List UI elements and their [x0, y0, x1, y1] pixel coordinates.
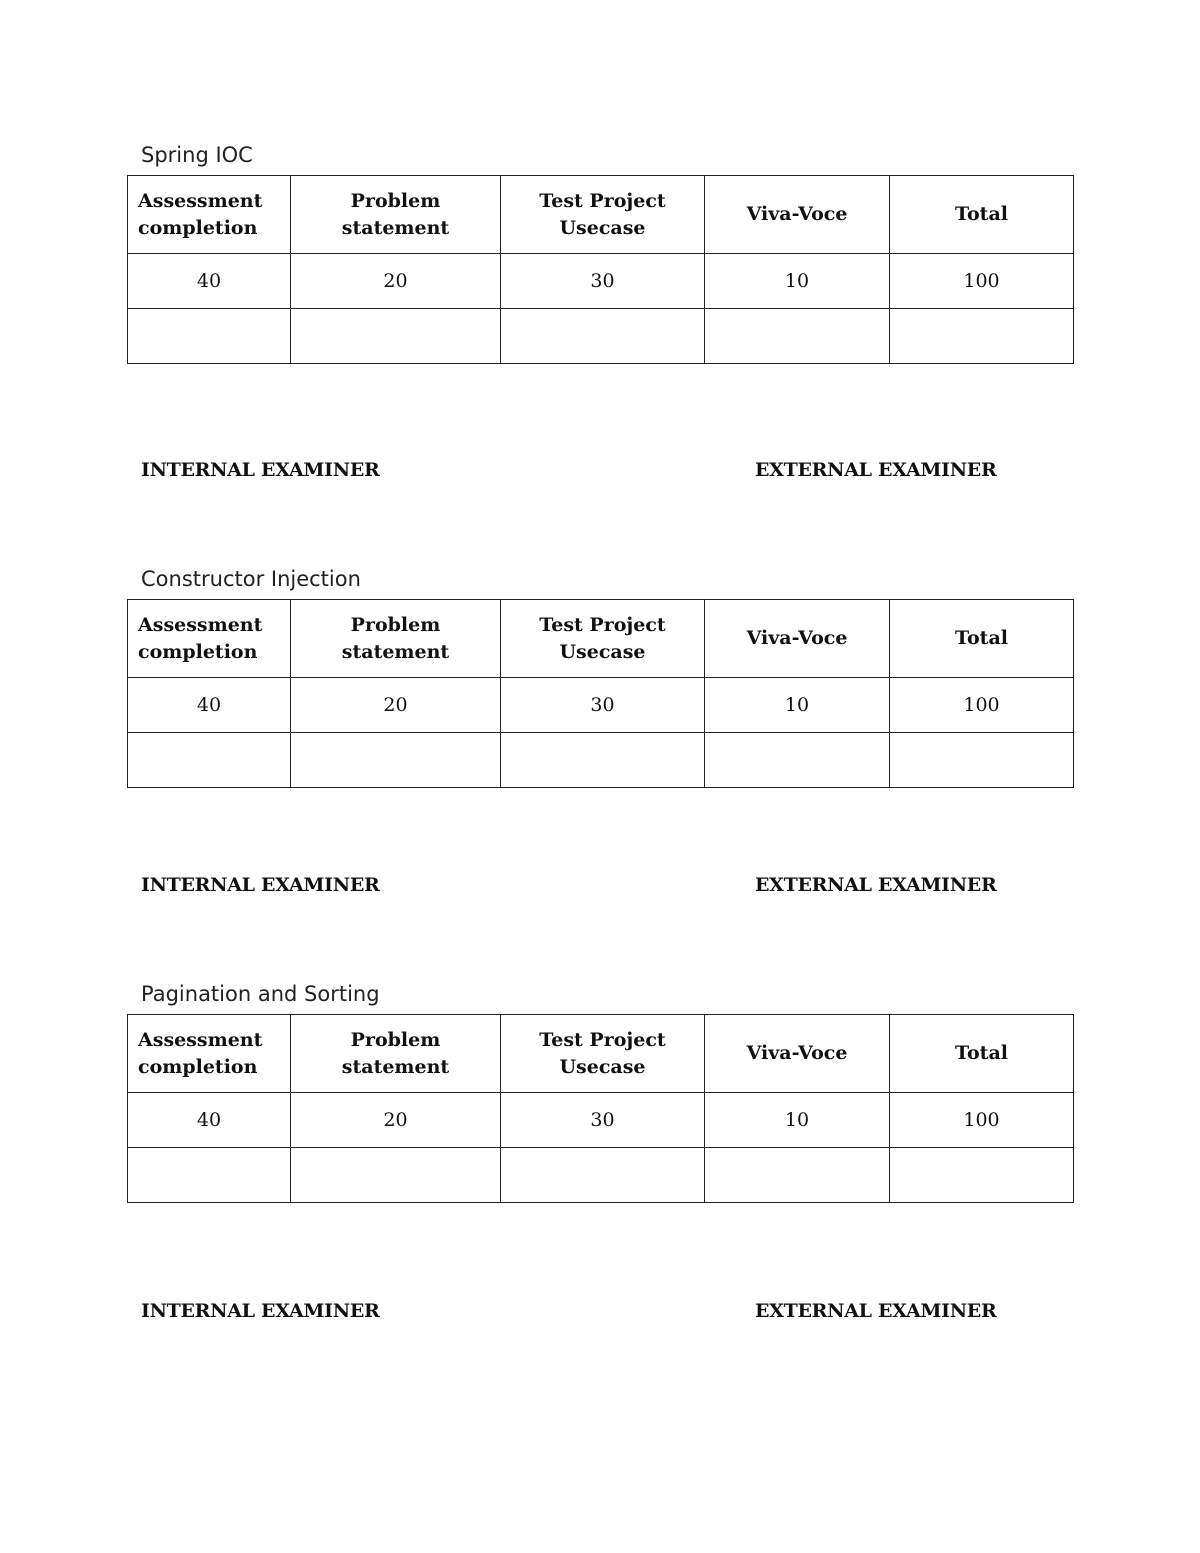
- obtained-total-cell[interactable]: [890, 309, 1074, 364]
- header-test-project-usecase: Test Project Usecase: [501, 176, 705, 254]
- header-assessment-completion: Assessment completion: [128, 600, 291, 678]
- external-examiner-label: EXTERNAL EXAMINER: [755, 1300, 997, 1322]
- obtained-problem-cell[interactable]: [291, 733, 501, 788]
- max-test-project: 30: [501, 254, 705, 309]
- obtained-test-project-cell[interactable]: [501, 733, 705, 788]
- external-examiner-label: EXTERNAL EXAMINER: [755, 459, 997, 481]
- table-header-row: [128, 1015, 1074, 1093]
- header-test-project-usecase: Test Project Usecase: [501, 600, 705, 678]
- obtained-viva-cell[interactable]: [705, 733, 890, 788]
- marks-table: [127, 599, 1074, 788]
- header-assessment-completion: Assessment completion: [128, 1015, 291, 1093]
- header-problem-statement: Problem statement: [291, 1015, 501, 1093]
- obtained-assessment-cell[interactable]: [128, 733, 291, 788]
- section-title: Constructor Injection: [141, 567, 361, 591]
- section-title: Spring IOC: [141, 143, 253, 167]
- table-header-row: [128, 600, 1074, 678]
- table-header-row: [128, 176, 1074, 254]
- header-viva-voce: Viva-Voce: [705, 600, 890, 678]
- header-total: Total: [890, 1015, 1074, 1093]
- section-title: Pagination and Sorting: [141, 982, 380, 1006]
- max-assessment: 40: [128, 254, 291, 309]
- max-test-project: 30: [501, 1093, 705, 1148]
- obtained-viva-cell[interactable]: [705, 1148, 890, 1203]
- header-test-project-usecase: Test Project Usecase: [501, 1015, 705, 1093]
- max-problem: 20: [291, 1093, 501, 1148]
- marks-table: [127, 175, 1074, 364]
- max-marks-row: [128, 254, 1074, 309]
- external-examiner-label: EXTERNAL EXAMINER: [755, 874, 997, 896]
- header-problem-statement: Problem statement: [291, 176, 501, 254]
- internal-examiner-label: INTERNAL EXAMINER: [141, 1300, 380, 1322]
- obtained-test-project-cell[interactable]: [501, 309, 705, 364]
- obtained-assessment-cell[interactable]: [128, 1148, 291, 1203]
- obtained-problem-cell[interactable]: [291, 309, 501, 364]
- obtained-marks-row: [128, 309, 1074, 364]
- header-total: Total: [890, 176, 1074, 254]
- max-total: 100: [890, 254, 1074, 309]
- header-viva-voce: Viva-Voce: [705, 176, 890, 254]
- internal-examiner-label: INTERNAL EXAMINER: [141, 459, 380, 481]
- max-viva: 10: [705, 1093, 890, 1148]
- obtained-test-project-cell[interactable]: [501, 1148, 705, 1203]
- header-assessment-completion: Assessment completion: [128, 176, 291, 254]
- max-total: 100: [890, 678, 1074, 733]
- marks-table: [127, 1014, 1074, 1203]
- obtained-assessment-cell[interactable]: [128, 309, 291, 364]
- obtained-marks-row: [128, 733, 1074, 788]
- max-marks-row: [128, 678, 1074, 733]
- max-problem: 20: [291, 254, 501, 309]
- max-test-project: 30: [501, 678, 705, 733]
- obtained-viva-cell[interactable]: [705, 309, 890, 364]
- obtained-marks-row: [128, 1148, 1074, 1203]
- header-problem-statement: Problem statement: [291, 600, 501, 678]
- header-total: Total: [890, 600, 1074, 678]
- max-viva: 10: [705, 678, 890, 733]
- max-assessment: 40: [128, 1093, 291, 1148]
- max-problem: 20: [291, 678, 501, 733]
- internal-examiner-label: INTERNAL EXAMINER: [141, 874, 380, 896]
- obtained-total-cell[interactable]: [890, 1148, 1074, 1203]
- header-viva-voce: Viva-Voce: [705, 1015, 890, 1093]
- max-assessment: 40: [128, 678, 291, 733]
- max-marks-row: [128, 1093, 1074, 1148]
- obtained-total-cell[interactable]: [890, 733, 1074, 788]
- max-viva: 10: [705, 254, 890, 309]
- max-total: 100: [890, 1093, 1074, 1148]
- obtained-problem-cell[interactable]: [291, 1148, 501, 1203]
